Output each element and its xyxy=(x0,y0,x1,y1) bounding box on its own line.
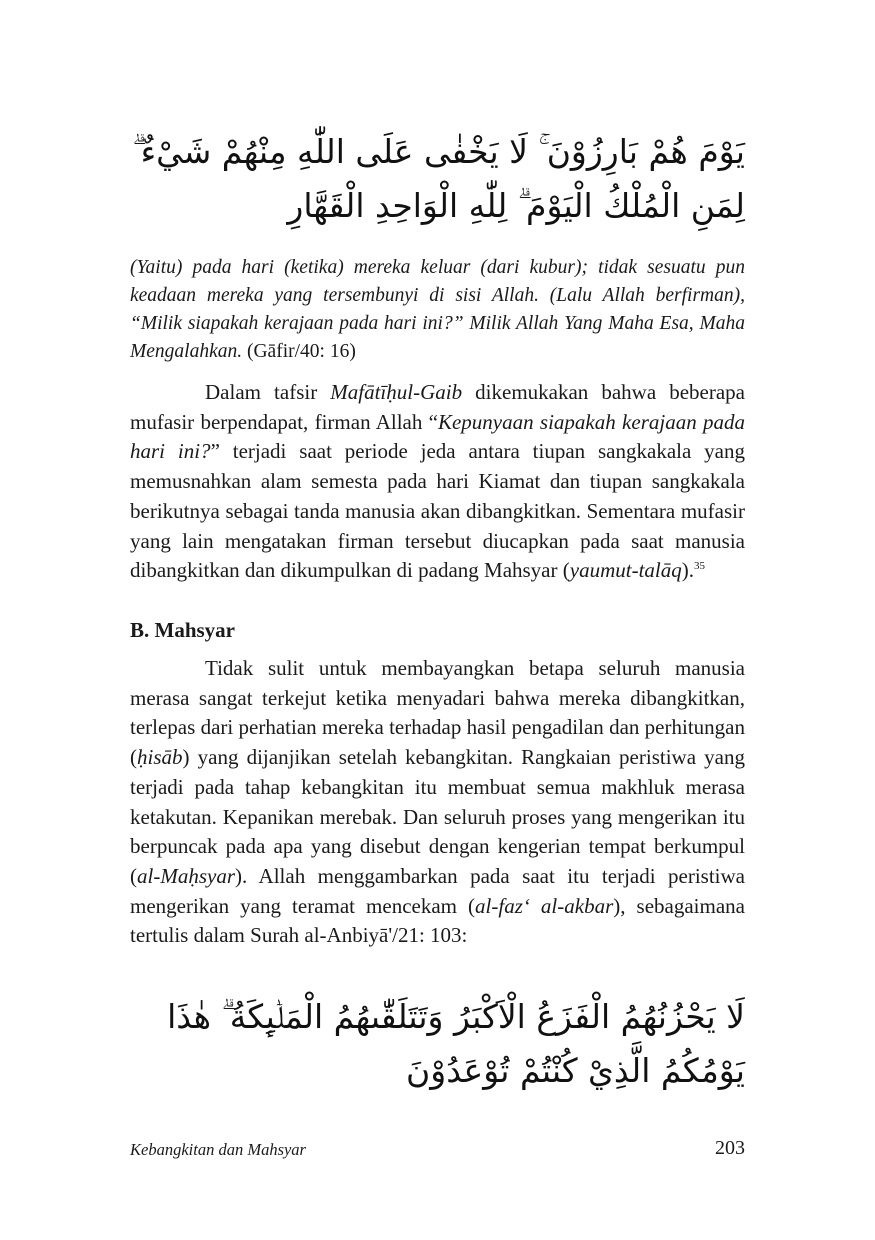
text-run: ” terjadi saat periode jeda antara tiupan sangkakala yang memusnahkan alam semesta pada hari Kiamat dan tiupan sangkakala berikutnya sebagai tanda manusia akan dibangkitkan. Sementara mufasir yang lain mengatakan firman tersebut diucapkan pada saat manusia dibangkitkan dan dikumpulkan di padang Mahsyar ( xyxy=(130,439,745,583)
term: al-Maḥsyar xyxy=(137,863,235,888)
paragraph-mahsyar xyxy=(130,654,745,951)
text-run: Dalam tafsir xyxy=(205,380,331,404)
text-run: ). xyxy=(681,558,694,583)
quran-verse-anbiya-103: لَا يَحْزُنُهُمُ الْفَزَعُ الْاَكْبَرُ وَتَتَلَقّٰىهُمُ الْمَلٰۤىِٕكَةُ ۗ هٰذَا يَوْمُكُمُ الَّذِيْ كُنْتُمْ تُوْعَدُوْنَ xyxy=(167,997,745,1090)
book-page xyxy=(130,0,745,1240)
book-title: Mafātīḥul-Gaib xyxy=(330,380,463,404)
quoted-phrase: Kepunyaan siapakah kerajaan pada hari ini? xyxy=(130,409,745,464)
footnote-marker: 35 xyxy=(693,560,705,573)
text-run: dikemukakan bahwa beberapa mufasir berpendapat, firman Allah “ xyxy=(130,380,746,434)
quran-verse-ghafir-16: يَوْمَ هُمْ بَارِزُوْنَ ۚ لَا يَخْفٰى عَلَى اللّٰهِ مِنْهُمْ شَيْءٌ ۗ لِمَنِ الْمُلْكُ الْيَوْمَ ۗ لِلّٰهِ الْوَاحِدِ الْقَهَّارِ xyxy=(132,132,745,225)
translation-text: (Yaitu) pada hari (ketika) mereka keluar (dari kubur); tidak sesuatu pun keadaan mereka yang tersembunyi di sisi Allah. (Lalu Allah berfirman), “Milik siapakah kerajaan pada hari ini?” Milik Allah Yang Maha Esa, Maha Mengalahkan. xyxy=(130,257,745,362)
section-heading: B. Mahsyar xyxy=(130,618,235,642)
paragraph-tafsir xyxy=(130,378,745,586)
running-footer-title: Kebangkitan dan Mahsyar xyxy=(130,1140,306,1159)
term: yaumut-talāq xyxy=(569,558,682,583)
term: ḥisāb xyxy=(137,745,183,770)
text-run: ), sebagaimana tertulis dalam Surah al-Anbiyā'/21: 103: xyxy=(130,893,745,948)
text-run: Tidak sulit untuk membayangkan betapa seluruh manusia merasa sangat terkejut ketika menyadari bahwa mereka dibangkitkan, terlepas dari perhatian mereka terhadap hasil pengadilan dan perhitungan ( xyxy=(130,656,745,770)
verse-reference: (Gāfir/40: 16) xyxy=(242,341,356,362)
page-number: 203 xyxy=(715,1137,745,1159)
text-run: ) yang dijanjikan setelah kebangkitan. Rangkaian peristiwa yang terjadi pada tahap kebangkitan itu membuat semua makhluk merasa ketakutan. Kepanikan merebak. Dan seluruh proses yang mengerikan itu berpuncak pada apa yang disebut dengan kengerian tempat berkumpul ( xyxy=(130,745,745,888)
verse-translation xyxy=(130,254,745,366)
term: al-faz‘ al-akbar xyxy=(475,893,614,918)
text-run: ). Allah menggambarkan pada saat itu terjadi peristiwa mengerikan yang teramat mencekam ( xyxy=(130,863,745,918)
